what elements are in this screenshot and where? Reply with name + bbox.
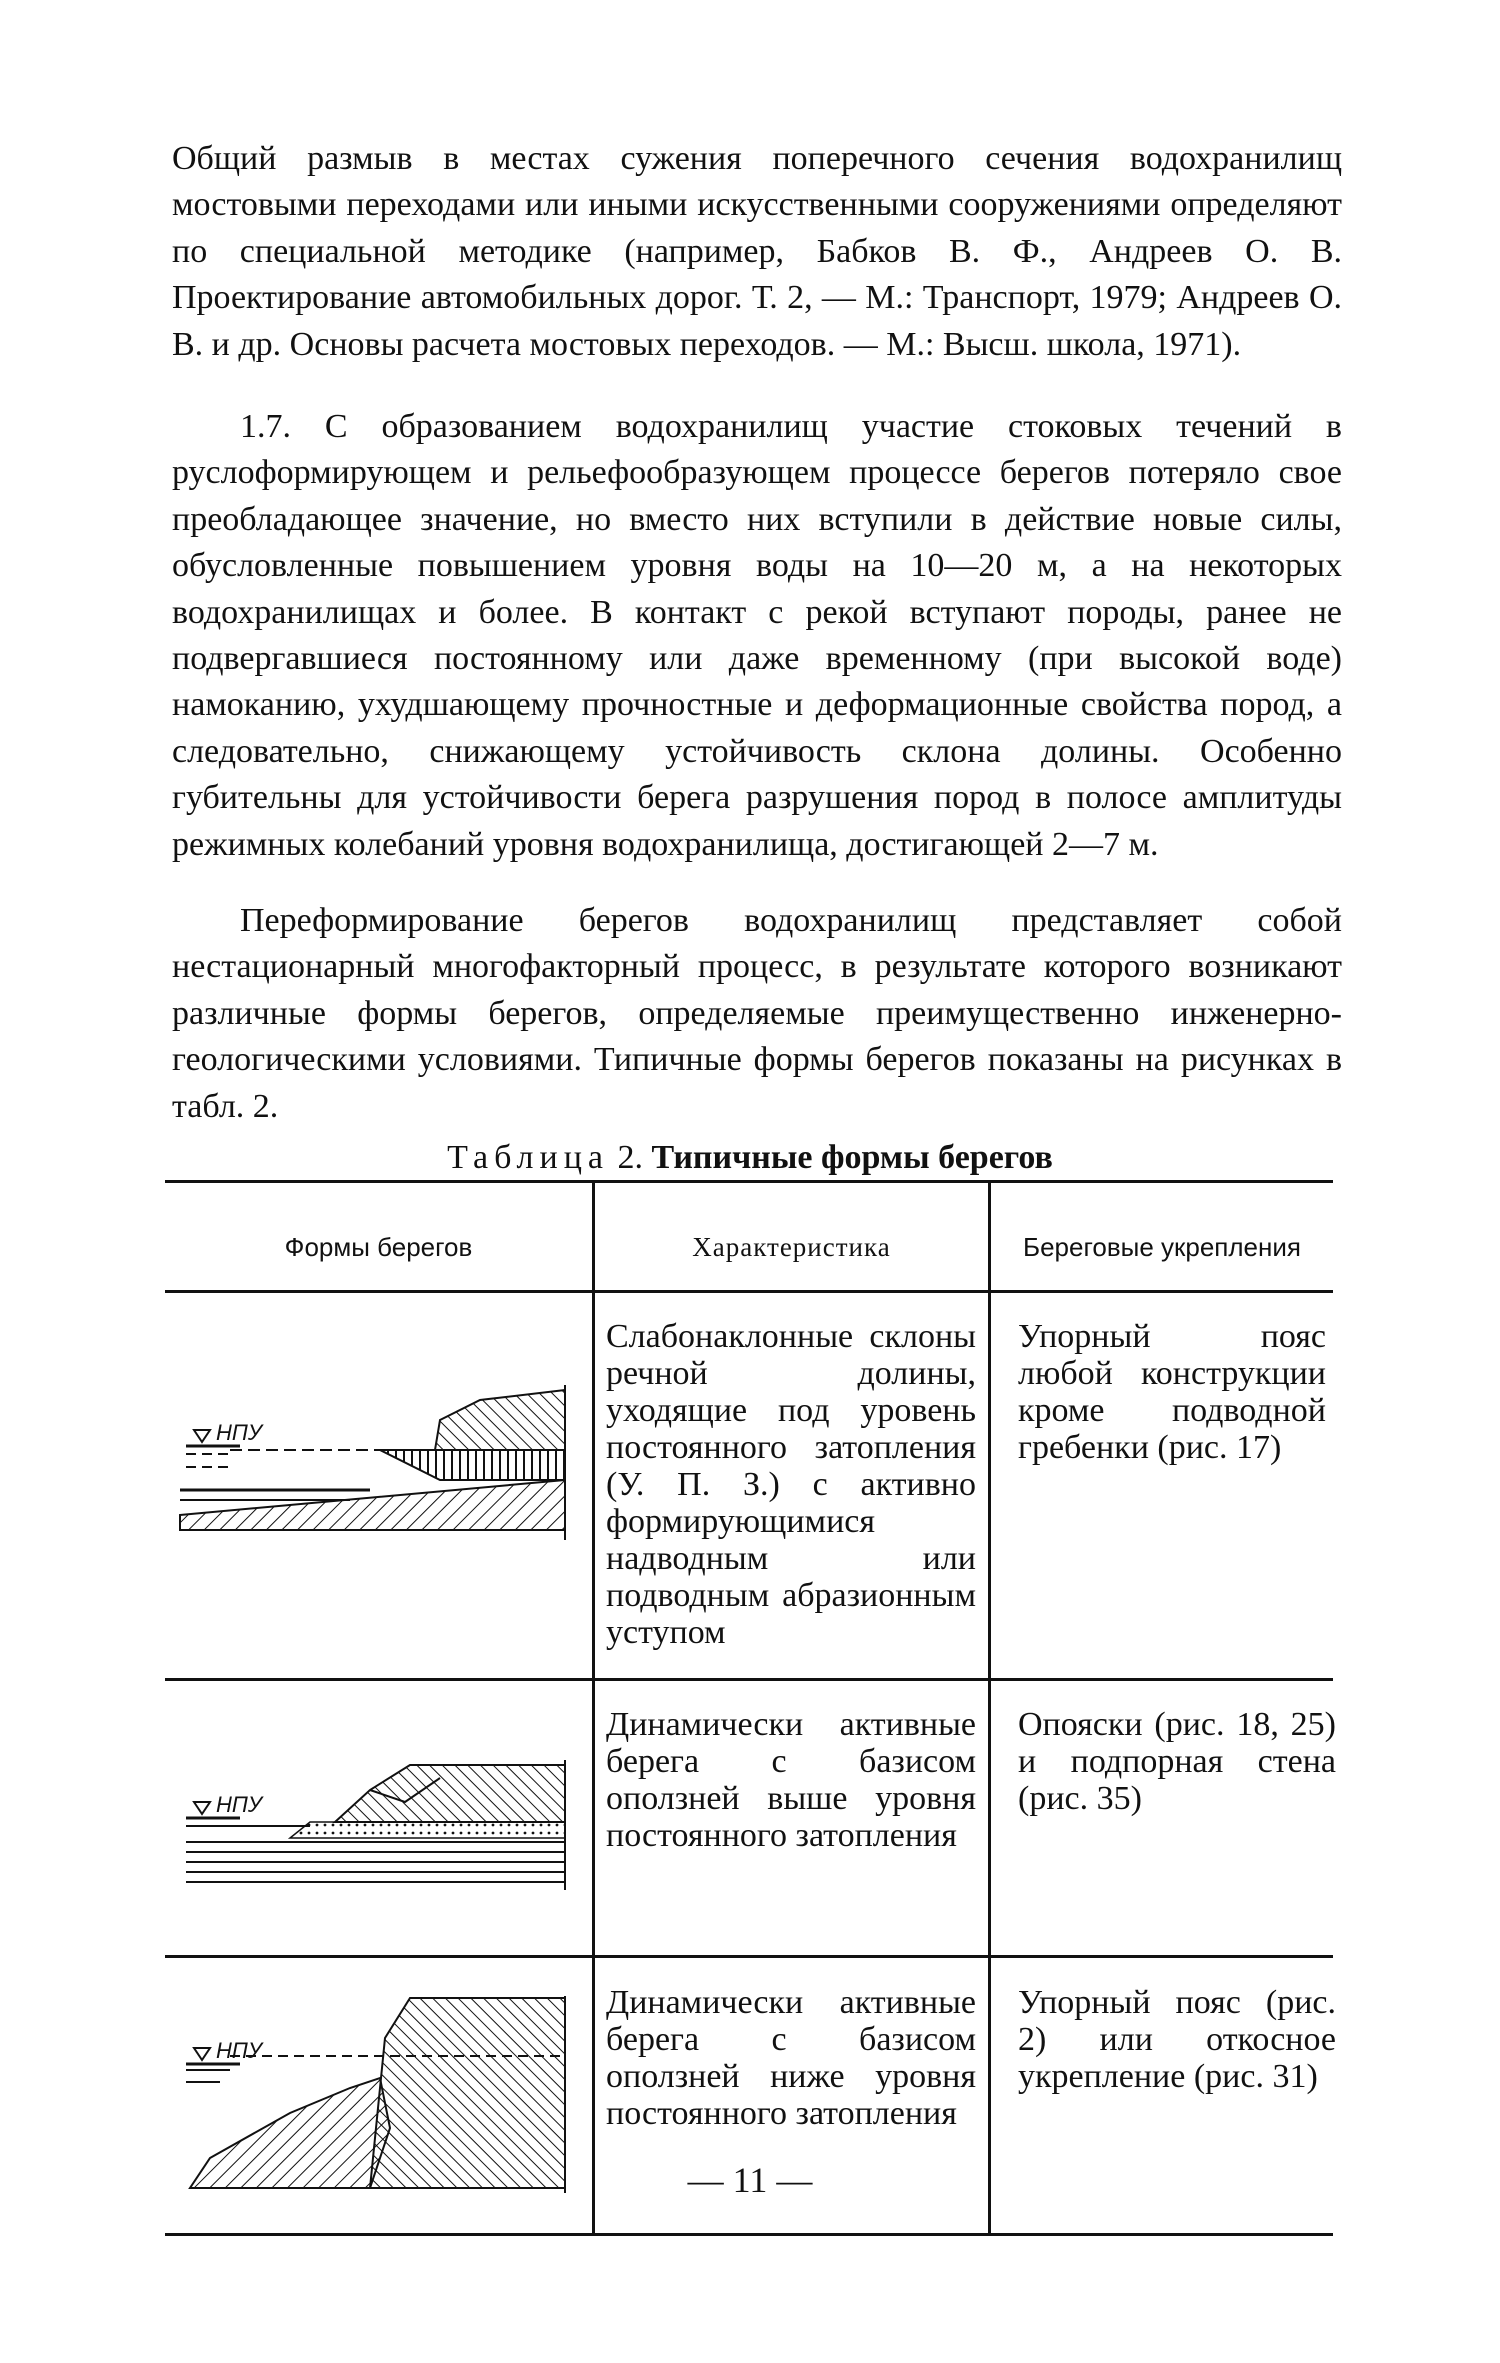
table-header-characteristic: Характеристика: [692, 1232, 891, 1262]
paragraph-text: Переформирование берегов водохранилищ представляет собой нестационарный многофакторный процесс, в результате которого возникают различные формы берегов, определяемые преимущественно инженерно-геологическими условиями. Типичные формы берегов показаны на рисунках в табл. 2.: [172, 902, 1342, 1125]
table-header-protection: Береговые укрепления: [1023, 1232, 1301, 1262]
characteristic-cell-row-1: [606, 1318, 976, 1651]
water-level-label: НПУ: [216, 1420, 262, 1445]
characteristic-cell-row-3: [606, 1984, 976, 2132]
paragraph-text: 1.7. С образованием водохранилищ участие стоковых течений в руслоформирующем и рельефообразующем процессе берегов потеряло свое преобладающее значение, но вместо них вступили в действие новые силы, обусловленные повышением уровня воды на 10—20 м, а на некоторых водохранилищах и более. В контакт с рекой вступают породы, ранее не подвергавшиеся постоянному или даже временному (при высокой воде) намоканию, ухудшающему прочностные и деформационные свойства пород, а следовательно, снижающему устойчивость склона долины. Особенно губительны для устойчивости берега разрушения пород в полосе амплитуды режимных колебаний уровня водохранилища, достигающей 2—7 м.: [172, 408, 1342, 863]
characteristic-text: Динамически активные берега с базисом оползней выше уровня постоянного затопления: [606, 1706, 976, 1854]
table-caption-title: Типичные формы берегов: [651, 1139, 1053, 1176]
table-column-divider: [988, 1183, 991, 2233]
characteristic-cell-row-2: [606, 1706, 976, 1854]
table-header-rule: [165, 1290, 1333, 1293]
characteristic-text: Слабонаклонные склоны речной долины, уходящие под уровень постоянного затопления (У. П. З.) с активно формирующимися надводным или подводным абразионным уступом: [606, 1318, 976, 1651]
page-number: — 11 —: [687, 2160, 813, 2200]
protection-text: Упорный пояс (рис. 2) или откосное укрепление (рис. 31): [1018, 1984, 1336, 2095]
paragraph-text: Общий размыв в местах сужения поперечного сечения водохранилищ мостовыми переходами или иными искусственными сооружениями определяют по специальной методике (например, Бабков В. Ф., Андреев О. В. Проектирование автомобильных дорог. Т. 2, — М.: Транспорт, 1979; Андреев О. В. и др. Основы расчета мостовых переходов. — М.: Высш. школа, 1971).: [172, 140, 1342, 363]
protection-cell-row-3: [1018, 1984, 1336, 2095]
table-header-forms: Формы берегов: [284, 1232, 473, 1262]
paragraph-reformation: [172, 898, 1342, 1130]
protection-cell-row-1: [1018, 1318, 1326, 1466]
table-caption-prefix: Таблица: [447, 1139, 610, 1176]
table-row-rule: [165, 1955, 1333, 1958]
water-level-label: НПУ: [216, 2038, 262, 2063]
table-row-rule: [165, 1678, 1333, 1681]
paragraph-1-7: [172, 404, 1342, 868]
shore-figure-gentle-slope: [170, 1330, 585, 1560]
protection-text: Опояски (рис. 18, 25) и подпорная стена (рис. 35): [1018, 1706, 1336, 1817]
table-caption: [0, 1138, 1500, 1178]
table-caption-number: 2.: [617, 1139, 644, 1176]
protection-text: Упорный пояс любой конструкции кроме подводной гребенки (рис. 17): [1018, 1318, 1326, 1466]
protection-cell-row-2: [1018, 1706, 1336, 1817]
table-column-divider: [592, 1183, 595, 2233]
table-bottom-rule: [165, 2233, 1333, 2236]
characteristic-text: Динамически активные берега с базисом оползней ниже уровня постоянного затопления: [606, 1984, 976, 2132]
shore-figure-landslide-above: [170, 1710, 585, 1910]
table-top-rule: [165, 1180, 1333, 1183]
water-level-label: НПУ: [216, 1792, 262, 1817]
paragraph-general-scour: [172, 136, 1342, 368]
